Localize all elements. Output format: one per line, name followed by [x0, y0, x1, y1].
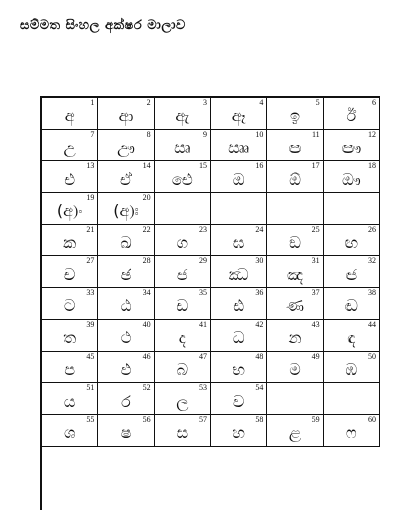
letter-number: 9: [202, 129, 207, 139]
letter-glyph: ඉ: [289, 106, 300, 126]
letter-glyph: ල: [176, 391, 189, 411]
letter-glyph: ඡ: [120, 264, 132, 284]
letter-glyph: [155, 199, 210, 224]
letter-number: 30: [255, 256, 264, 266]
letter-cell: [267, 415, 323, 447]
letter-number: 7: [90, 129, 95, 139]
letter-cell: [211, 225, 267, 257]
letter-number: 37: [311, 288, 320, 298]
letter-cell: [267, 352, 323, 384]
letter-cell: [42, 256, 98, 288]
empty-cell: [324, 383, 380, 415]
letter-glyph: ඹ: [345, 359, 358, 379]
letter-number: 59: [311, 414, 320, 424]
letter-glyph: ඕ: [289, 169, 301, 189]
letter-cell: [98, 130, 154, 162]
letter-cell: [324, 352, 380, 384]
letter-number: 24: [255, 224, 264, 234]
letter-number: 17: [311, 161, 320, 171]
letter-number: 40: [142, 319, 151, 329]
letter-number: 38: [367, 288, 376, 298]
letter-glyph: ෂ: [120, 423, 132, 443]
letter-glyph: ඪ: [233, 296, 245, 316]
letter-number: 43: [311, 319, 320, 329]
letter-cell: [155, 383, 211, 415]
letter-cell: [267, 225, 323, 257]
letter-number: 25: [311, 224, 320, 234]
letter-number: 12: [367, 129, 376, 139]
letter-cell: [211, 383, 267, 415]
letter-number: 34: [142, 288, 151, 298]
letter-number: 53: [198, 383, 207, 393]
letter-number: 48: [255, 351, 264, 361]
letter-glyph: [211, 199, 266, 224]
empty-cell: [155, 193, 211, 225]
letter-number: 15: [198, 161, 207, 171]
letter-number: 60: [367, 414, 376, 424]
letter-cell: [42, 225, 98, 257]
empty-cell: [324, 193, 380, 225]
letter-cell: [42, 193, 98, 225]
letter-cell: [211, 130, 267, 162]
letter-glyph: ඎ: [228, 138, 250, 158]
letter-number: 22: [142, 224, 151, 234]
letter-glyph: ය: [63, 391, 76, 411]
letter-glyph: ප: [64, 359, 76, 379]
letter-cell: [324, 415, 380, 447]
letter-glyph: [267, 389, 322, 414]
letter-glyph: ඞ: [289, 233, 301, 253]
alphabet-table: [40, 96, 380, 510]
letter-cell: [155, 98, 211, 130]
letter-cell: [211, 288, 267, 320]
letter-cell: [155, 415, 211, 447]
letter-number: 20: [142, 193, 151, 203]
letter-glyph: ර: [121, 391, 131, 411]
letter-glyph: ඩ: [176, 296, 189, 316]
letter-number: 41: [198, 319, 207, 329]
letter-cell: [267, 130, 323, 162]
letter-number: 50: [367, 351, 376, 361]
letter-cell: [267, 256, 323, 288]
letter-cell: [42, 288, 98, 320]
letter-number: 19: [86, 193, 95, 203]
letter-glyph: ද: [178, 328, 186, 348]
page-title: සම්මත සිංහල අක්ෂර මාලාව: [20, 18, 186, 33]
letter-glyph: එ: [64, 169, 76, 189]
letter-cell: [98, 415, 154, 447]
letter-number: 52: [142, 383, 151, 393]
letter-glyph: ඳ: [347, 328, 356, 348]
letter-glyph: අ: [64, 106, 75, 126]
letter-cell: [324, 320, 380, 352]
letter-number: 44: [367, 319, 376, 329]
letter-cell: [155, 288, 211, 320]
letter-glyph: ට: [63, 296, 76, 316]
letter-number: 16: [255, 161, 264, 171]
letter-glyph: භ: [232, 359, 245, 379]
letter-glyph: ඐ: [341, 138, 362, 158]
letter-glyph: ඣ: [228, 264, 249, 284]
letter-number: 58: [255, 414, 264, 424]
letter-glyph: ක: [63, 233, 77, 253]
letter-glyph: ඨ: [120, 296, 132, 316]
letter-number: 54: [255, 383, 264, 393]
letter-cell: [155, 225, 211, 257]
letter-number: 36: [255, 288, 264, 298]
letter-glyph: බ: [176, 359, 189, 379]
letter-glyph: ශ: [63, 423, 76, 443]
letter-number: 46: [142, 351, 151, 361]
letter-cell: [42, 415, 98, 447]
letter-number: 32: [367, 256, 376, 266]
letter-cell: [324, 161, 380, 193]
letter-cell: [42, 130, 98, 162]
letter-cell: [267, 161, 323, 193]
letter-cell: [211, 415, 267, 447]
letter-glyph: ආ: [118, 106, 134, 126]
letter-glyph: ඌ: [117, 138, 135, 158]
letter-number: 14: [142, 161, 151, 171]
letter-number: 56: [142, 414, 151, 424]
letter-number: 2: [146, 98, 151, 107]
letter-number: 47: [198, 351, 207, 361]
letter-number: 13: [86, 161, 95, 171]
letter-cell: [42, 320, 98, 352]
letter-number: 51: [86, 383, 95, 393]
letter-cell: [155, 320, 211, 352]
letter-cell: [42, 383, 98, 415]
letter-cell: [267, 320, 323, 352]
letter-glyph: ඊ: [346, 106, 357, 126]
letter-number: 42: [255, 319, 264, 329]
letter-cell: [98, 193, 154, 225]
letter-number: 18: [367, 161, 376, 171]
letter-cell: [155, 256, 211, 288]
letter-glyph: ඈ: [231, 106, 246, 126]
letter-cell: [211, 320, 267, 352]
letter-number: 28: [142, 256, 151, 266]
letter-number: 39: [86, 319, 95, 329]
letter-cell: [211, 161, 267, 193]
letter-glyph: ත: [63, 328, 77, 348]
letter-cell: [98, 352, 154, 384]
letter-glyph: ඇ: [175, 106, 190, 126]
letter-cell: [98, 256, 154, 288]
letter-glyph: ච: [63, 264, 76, 284]
letter-glyph: ඝ: [232, 233, 245, 253]
letter-glyph: ඓ: [171, 169, 193, 189]
letter-number: 33: [86, 288, 95, 298]
letter-number: 5: [315, 98, 320, 107]
letter-glyph: (අ)ං: [56, 201, 83, 221]
letter-glyph: ම: [289, 359, 301, 379]
letter-number: 3: [202, 98, 207, 107]
letter-glyph: හ: [232, 423, 245, 443]
letter-cell: [98, 98, 154, 130]
empty-cell: [211, 193, 267, 225]
letter-cell: [211, 256, 267, 288]
letter-number: 31: [311, 256, 320, 266]
letter-number: 49: [311, 351, 320, 361]
letter-cell: [98, 288, 154, 320]
letter-glyph: ග: [176, 233, 189, 253]
letter-glyph: ඖ: [341, 169, 361, 189]
letter-number: 4: [259, 98, 264, 107]
letter-glyph: [324, 389, 379, 414]
letter-glyph: ෆ: [345, 423, 357, 443]
letter-glyph: ඍ: [174, 138, 191, 158]
letter-cell: [324, 130, 380, 162]
letter-cell: [42, 352, 98, 384]
letter-glyph: ජ: [176, 264, 188, 284]
letter-cell: [324, 225, 380, 257]
letter-glyph: ඛ: [120, 233, 132, 253]
empty-cell: [267, 383, 323, 415]
letter-glyph: ඔ: [232, 169, 245, 189]
letter-glyph: (අ)ඃ: [113, 201, 139, 221]
letter-cell: [155, 161, 211, 193]
letter-cell: [98, 161, 154, 193]
letter-number: 8: [146, 129, 151, 139]
letter-number: 45: [86, 351, 95, 361]
letter-cell: [155, 130, 211, 162]
letter-number: 10: [255, 129, 264, 139]
letter-glyph: ළ: [288, 423, 302, 443]
letter-glyph: ණ: [286, 296, 304, 316]
letter-cell: [324, 98, 380, 130]
letter-cell: [267, 98, 323, 130]
letter-number: 6: [371, 98, 376, 107]
letter-cell: [324, 288, 380, 320]
letter-number: 55: [86, 414, 95, 424]
letter-cell: [98, 225, 154, 257]
letter-glyph: ඏ: [288, 138, 302, 158]
letter-number: 26: [367, 224, 376, 234]
letter-cell: [155, 352, 211, 384]
letter-glyph: [324, 199, 379, 224]
letter-number: 35: [198, 288, 207, 298]
letter-cell: [324, 256, 380, 288]
letter-number: 57: [198, 414, 207, 424]
letter-cell: [211, 98, 267, 130]
letter-glyph: ඦ: [345, 264, 358, 284]
letter-number: 27: [86, 256, 95, 266]
letter-number: 11: [311, 129, 320, 139]
letter-glyph: ඒ: [120, 169, 132, 189]
letter-glyph: ඬ: [344, 296, 358, 316]
letter-glyph: ස: [176, 423, 189, 443]
letter-cell: [267, 288, 323, 320]
letter-glyph: ඤ: [286, 264, 304, 284]
letter-number: 21: [86, 224, 95, 234]
letter-glyph: ධ: [232, 328, 245, 348]
letter-glyph: න: [288, 328, 302, 348]
letter-glyph: උ: [63, 138, 76, 158]
letter-glyph: ඵ: [120, 359, 132, 379]
letter-cell: [98, 383, 154, 415]
letter-glyph: [267, 199, 322, 224]
letter-glyph: ථ: [120, 328, 132, 348]
letter-number: 23: [198, 224, 207, 234]
letter-cell: [42, 98, 98, 130]
letter-glyph: ඟ: [344, 233, 359, 253]
letter-number: 1: [90, 98, 95, 107]
letter-cell: [98, 320, 154, 352]
empty-cell: [267, 193, 323, 225]
letter-cell: [211, 352, 267, 384]
letter-glyph: ව: [232, 391, 245, 411]
letter-cell: [42, 161, 98, 193]
letter-number: 29: [198, 256, 207, 266]
